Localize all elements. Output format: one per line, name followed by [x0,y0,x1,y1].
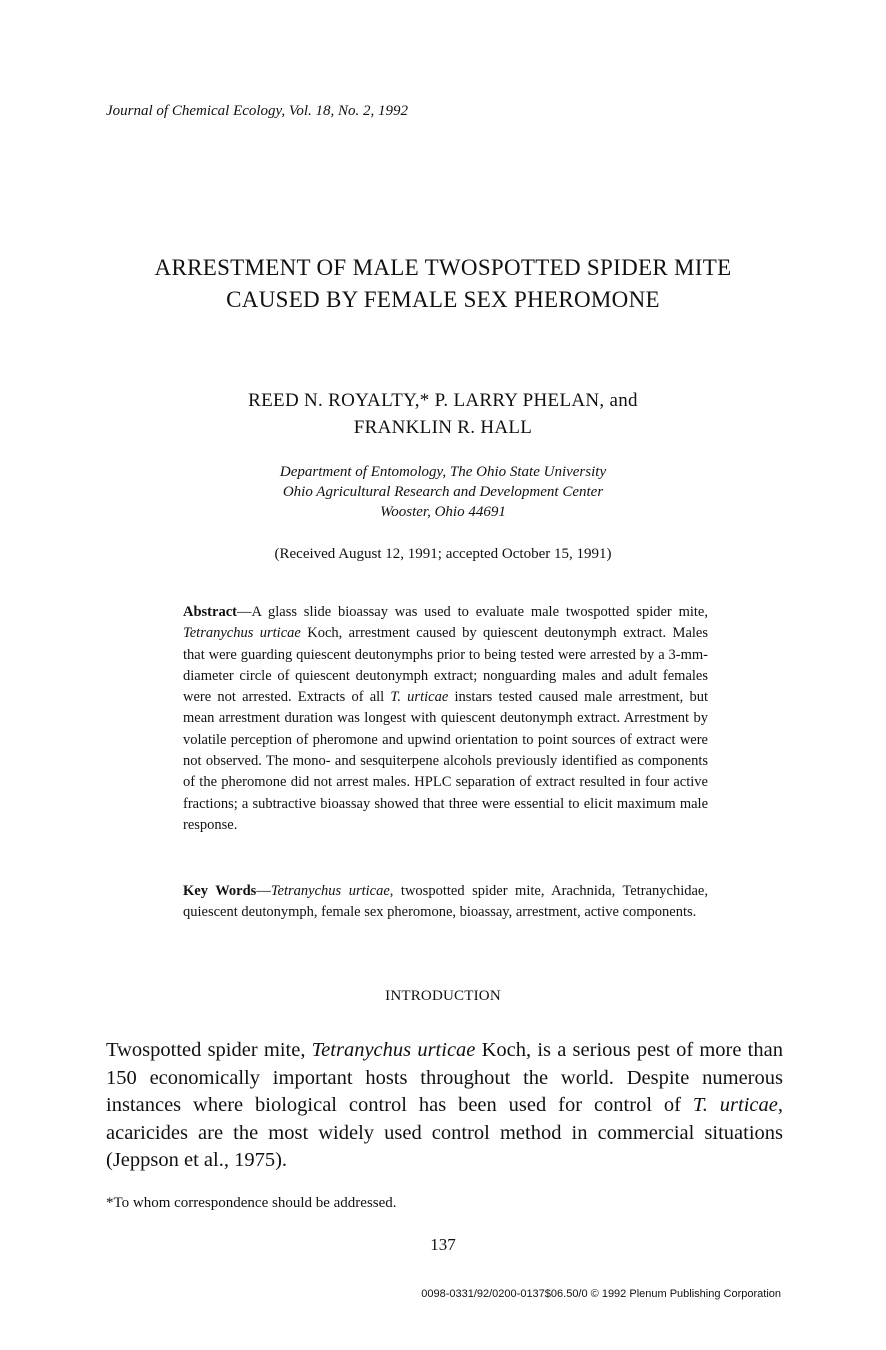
title-line-1: ARRESTMENT OF MALE TWOSPOTTED SPIDER MITE [154,255,732,280]
introduction-heading: INTRODUCTION [385,988,501,1004]
keywords-label: Key Words [183,883,257,899]
intro-text-2: Koch, is a serious pest of more than 150 economically important hosts throughout the world. Despite numerous instances where biological control has been used for control of [106,1039,783,1116]
intro-species-2: T. urticae [692,1094,778,1116]
keywords-species: Tetranychus urticae, [270,883,394,899]
footnote: *To whom correspondence should be addressed. [106,1195,397,1211]
intro-text-3: , acaricides are the most widely used control method in commercial situations (Jeppson et al., 1975). [106,1094,784,1171]
intro-text-1: Twospotted spider mite, [106,1039,312,1061]
page-number: 137 [430,1235,456,1254]
authors-line-2: FRANKLIN R. HALL [353,417,533,438]
affiliation-line-2: Ohio Agricultural Research and Development Center [282,484,604,500]
abstract-label: Abstract [183,604,237,620]
authors [60,387,826,441]
title-line-2: CAUSED BY FEMALE SEX PHEROMONE [226,287,660,312]
introduction-paragraph [106,1037,783,1175]
key-words [183,881,708,924]
received-dates: (Received August 12, 1991; accepted October 15, 1991) [274,546,612,562]
affiliation [60,462,826,522]
abstract-species-2: T. urticae [390,689,449,706]
affiliation-line-1: Department of Entomology, The Ohio State University [279,464,607,480]
abstract [183,602,708,836]
intro-species: Tetranychus urticae [311,1039,476,1061]
authors-line-1: REED N. ROYALTY,* P. LARRY PHELAN, and [248,390,638,411]
copyright-line: 0098-0331/92/0200-0137$06.50/0 © 1992 Plenum Publishing Corporation [421,1288,781,1300]
keywords-text: twospotted spider mite, Arachnida, Tetranychidae, quiescent deutonymph, female sex pheromone, bioassay, arrestment, active components. [183,883,708,921]
journal-citation: Journal of Chemical Ecology, Vol. 18, No. 2, 1992 [106,103,409,119]
abstract-species: Tetranychus urticae [183,625,301,642]
abstract-text-3: instars tested caused male arrestment, but mean arrestment duration was longest with quiescent deutonymph extract. Arrestment by volatile perception of pheromone and upwind orientation to point sources of extract were not observed. The mono- and sesquiterpene alcohols previously identified as components of the pheromone did not arrest males. HPLC separation of extract resulted in four active fractions; a subtractive bioassay showed that three were essential to elicit maximum male response. [183,689,709,833]
abstract-text-1: A glass slide bioassay was used to evaluate male twospotted spider mite, [251,604,708,620]
affiliation-line-3: Wooster, Ohio 44691 [380,504,506,520]
abstract-dash: — [236,604,252,620]
paper-title [60,252,826,316]
abstract-text-2: Koch, arrestment caused by quiescent deutonymph extract. Males that were guarding quiescent deutonymphs prior to being tested were arrested by a 3-mm-diameter circle of quiescent deutonymph extract; nonguarding males and adult females were not arrested. Extracts of all [183,625,708,706]
keywords-dash: — [256,883,271,899]
